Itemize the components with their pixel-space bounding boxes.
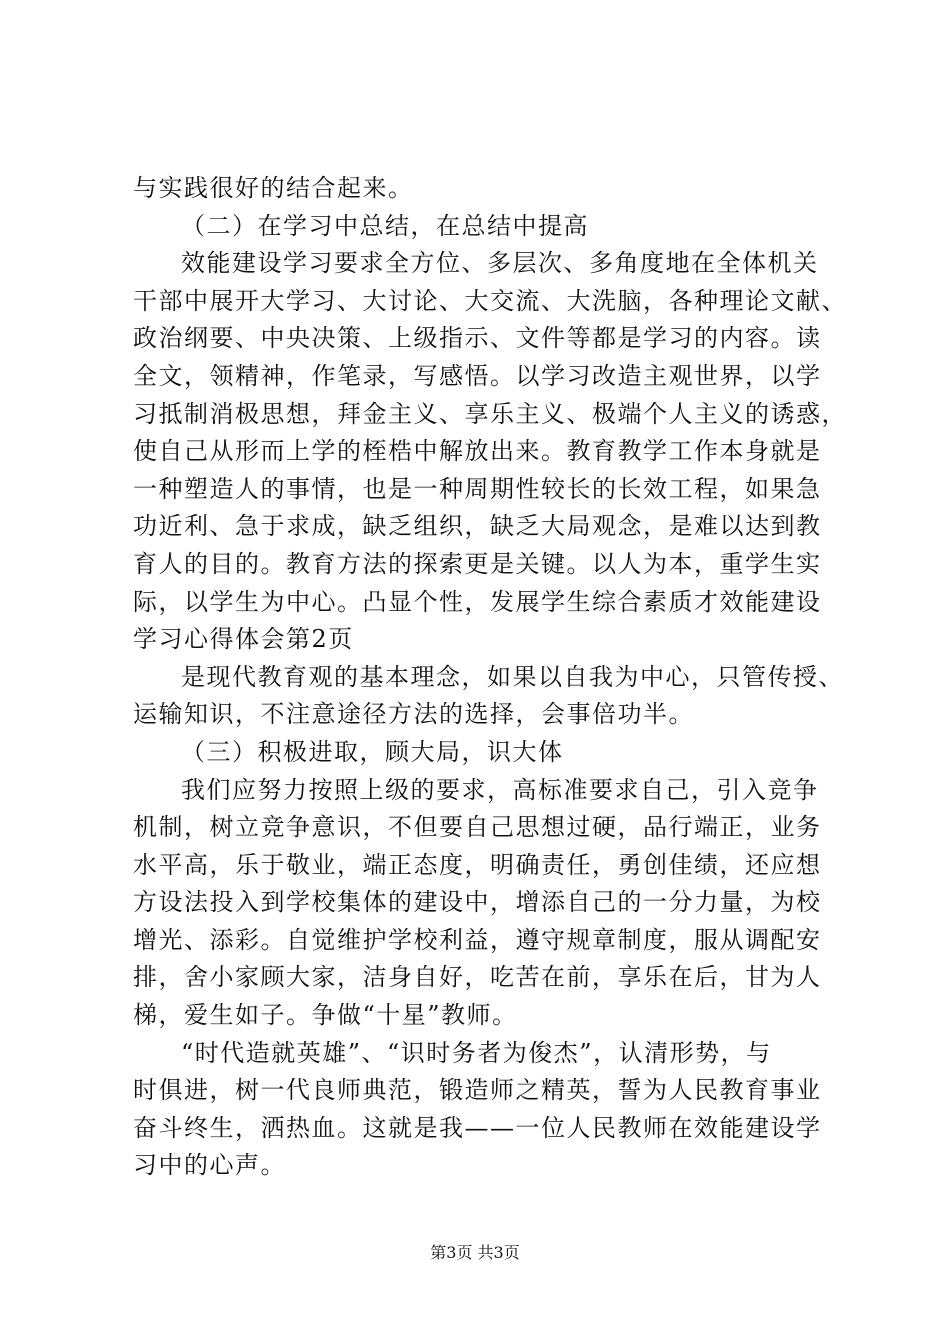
text-line: 功近利、急于求成，缺乏组织，缺乏大局观念，是难以达到教 — [133, 512, 822, 541]
text-line: 我们应努力按照上级的要求，高标准要求自己，引入竞争 — [181, 775, 819, 804]
text-line: 机制，树立竞争意识，不但要自己思想过硬，品行端正，业务 — [133, 813, 822, 842]
text-line: 增光、添彩。自觉维护学校利益，遵守规章制度，服从调配安 — [133, 925, 822, 954]
text-line: 运输知识，不注意途径方法的选择，会事倍功半。 — [133, 700, 694, 729]
text-line: 学习心得体会第2页 — [133, 625, 354, 654]
text-line: 与实践很好的结合起来。 — [133, 174, 414, 202]
text-line: 梯，爱生如子。争做“十星”教师。 — [133, 1001, 518, 1030]
text-line: （三）积极进取，顾大局，识大体 — [181, 737, 564, 766]
text-line: 水平高，乐于敬业，端正态度，明确责任，勇创佳绩，还应想 — [133, 850, 822, 879]
text-line: 政治纲要、中央决策、上级指示、文件等都是学习的内容。读 — [133, 324, 822, 353]
text-line: 干部中展开大学习、大讨论、大交流、大洗脑，各种理论文献、 — [133, 286, 847, 315]
text-line: 一种塑造人的事情，也是一种周期性较长的长效工程，如果急 — [133, 474, 822, 503]
text-line: （二）在学习中总结，在总结中提高 — [181, 211, 589, 240]
page-footer: 第3页 共3页 — [430, 1243, 520, 1262]
text-line: 排，舍小家顾大家，洁身自好，吃苦在前，享乐在后，甘为人 — [133, 963, 822, 992]
text-line: 际，以学生为中心。凸显个性，发展学生综合素质才效能建设 — [133, 587, 822, 616]
text-line: 时俱进，树一代良师典范，锻造师之精英，誓为人民教育事业 — [133, 1076, 822, 1105]
text-line: 习抵制消极思想，拜金主义、享乐主义、极端个人主义的诱惑， — [133, 399, 847, 428]
text-line: 奋斗终生，洒热血。这就是我——一位人民教师在效能建设学 — [133, 1113, 822, 1142]
text-line: 全文，领精神，作笔录，写感悟。以学习改造主观世界，以学 — [133, 361, 822, 390]
text-line: 习中的心声。 — [133, 1151, 286, 1180]
text-line: 育人的目的。教育方法的探索更是关键。以人为本，重学生实 — [133, 549, 822, 578]
text-line: 效能建设学习要求全方位、多层次、多角度地在全体机关 — [181, 249, 819, 278]
text-line: 方设法投入到学校集体的建设中，增添自己的一分力量，为校 — [133, 888, 822, 917]
text-line: 使自己从形而上学的桎梏中解放出来。教育教学工作本身就是 — [133, 437, 822, 466]
text-line: 是现代教育观的基本理念，如果以自我为中心，只管传授、 — [181, 662, 844, 691]
text-line: “时代造就英雄”、“识时务者为俊杰”，认清形势，与 — [181, 1038, 772, 1067]
document-body — [133, 170, 847, 1185]
